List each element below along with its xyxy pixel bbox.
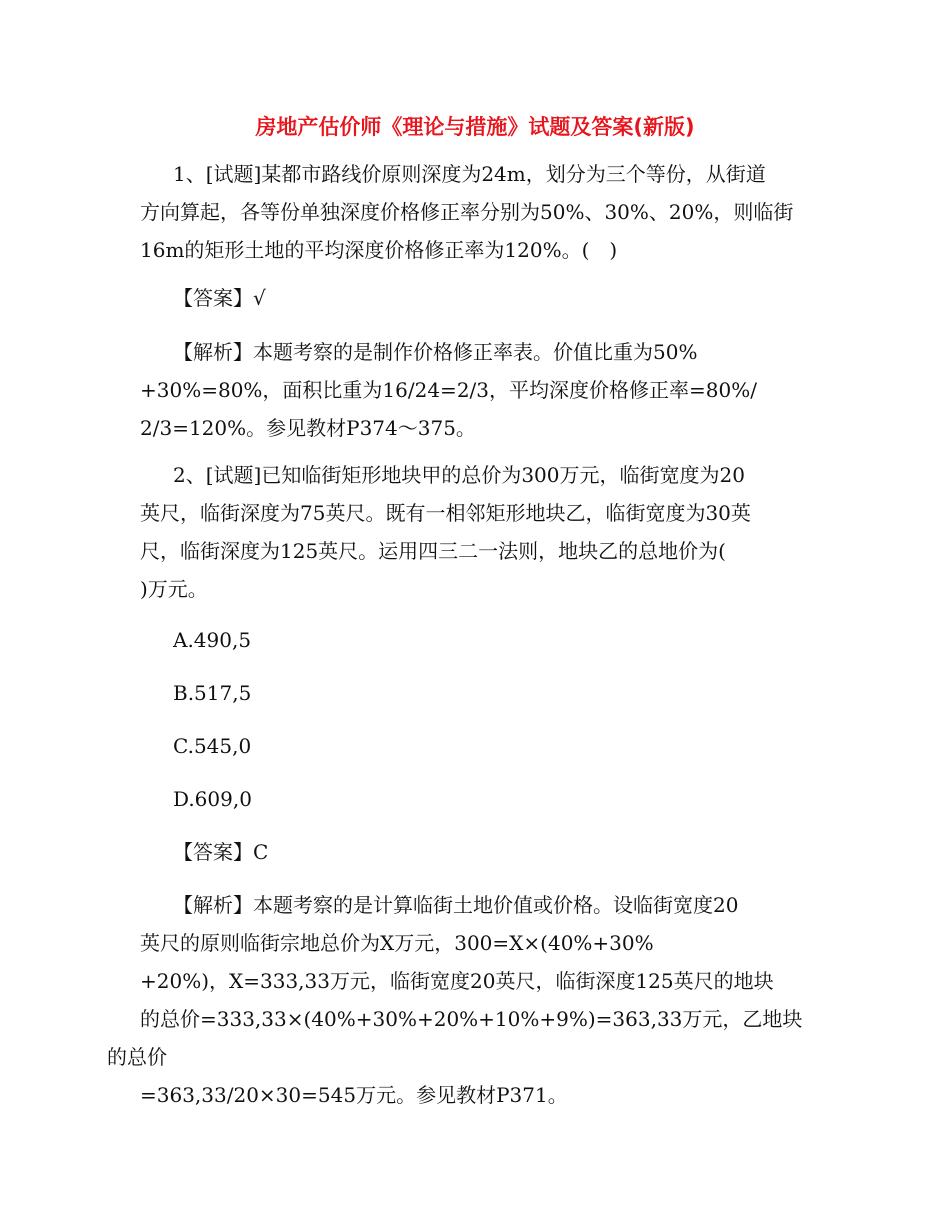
document-title: 房地产估价师《理论与措施》试题及答案(新版) [255,115,695,139]
question-2-analysis-line-1: 【解析】本题考察的是计算临街土地价值或价格。设临街宽度20 [173,893,739,917]
question-2-analysis-line-2: 英尺的原则临街宗地总价为X万元，300=X×(40%+30% [140,931,654,955]
question-1-text [140,155,810,269]
option-d: D.609,0 [173,787,252,811]
option-c: C.545,0 [173,734,252,758]
question-2-answer: 【答案】C [173,840,269,864]
question-2-line-4: )万元。 [140,577,208,601]
question-1-line-3: 16m的矩形土地的平均深度价格修正率为120%。( ) [140,238,618,262]
option-b: B.517,5 [173,681,252,705]
question-1-line-1: 1、[试题]某都市路线价原则深度为24m，划分为三个等份，从街道 [173,162,766,186]
question-1-line-2: 方向算起，各等份单独深度价格修正率分别为50%、30%、20%，则临街 [140,200,794,224]
question-2-line-1: 2、[试题]已知临街矩形地块甲的总价为300万元，临街宽度为20 [173,463,745,487]
question-1-analysis-line-1: 【解析】本题考察的是制作价格修正率表。价值比重为50% [173,340,698,364]
question-2-line-2: 英尺，临街深度为75英尺。既有一相邻矩形地块乙，临街宽度为30英 [140,501,751,525]
question-1-analysis-line-3: 2/3=120%。参见教材P374～375。 [140,416,476,440]
question-1-answer: 【答案】√ [173,286,266,310]
question-1-analysis-line-2: +30%=80%，面积比重为16/24=2/3，平均深度价格修正率=80%/ [140,378,757,402]
option-a: A.490,5 [173,628,252,652]
question-2-analysis [107,886,810,1114]
question-1-analysis [140,333,810,447]
question-2-analysis-line-3: +20%)，X=333,33万元，临街宽度20英尺，临街深度125英尺的地块 [140,969,774,993]
question-2-text [140,456,810,608]
question-2-line-3: 尺，临街深度为125英尺。运用四三二一法则，地块乙的总地价为( [140,539,726,563]
question-2-analysis-line-5: =363,33/20×30=545万元。参见教材P371。 [140,1083,568,1107]
question-2-analysis-line-4: 的总价=333,33×(40%+30%+20%+10%+9%)=363,33万元，乙地块的总价 [107,1007,803,1069]
